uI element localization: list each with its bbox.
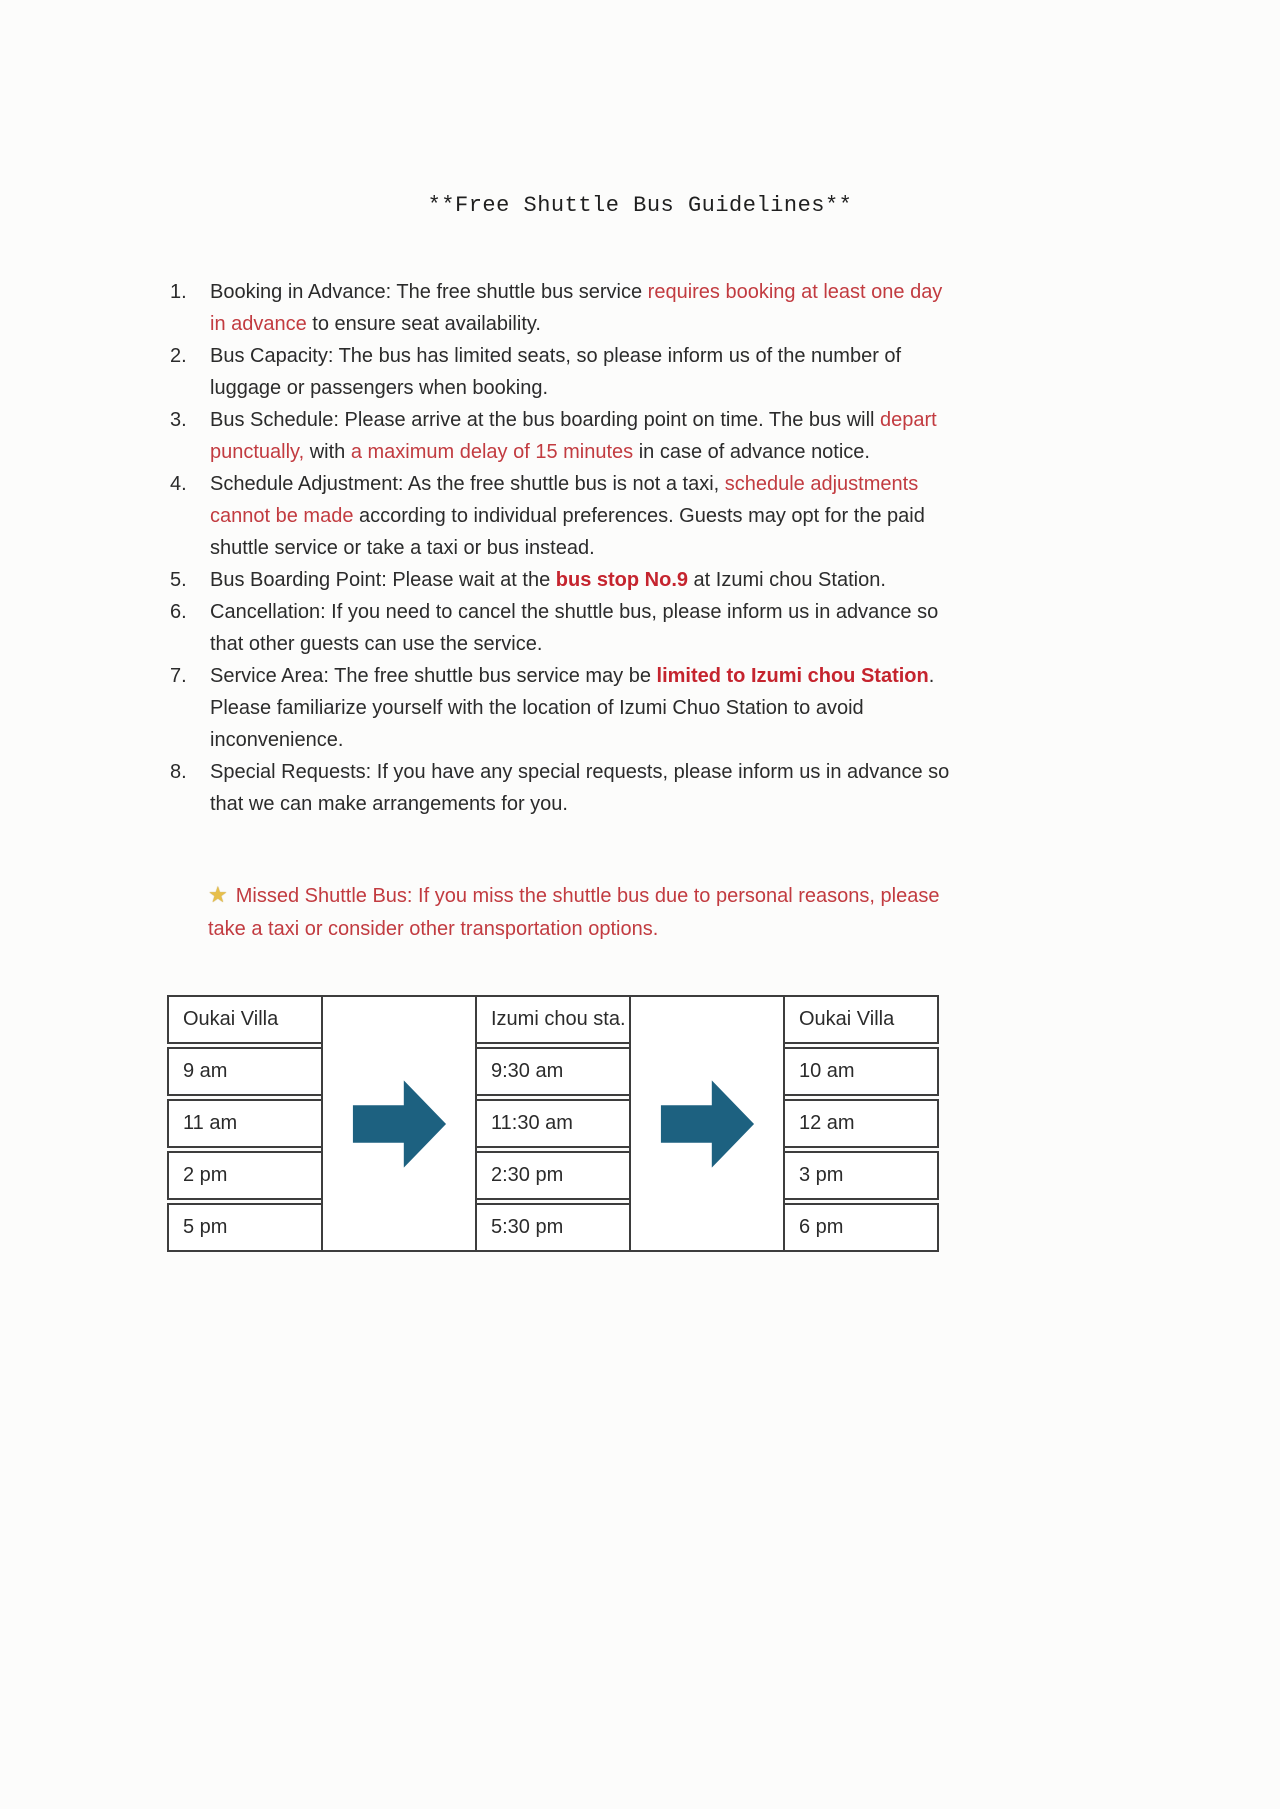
text-segment: Special Requests: If you have any special requests, please inform us in advance so that we can make arrangements for you. [210,761,950,815]
schedule-time-cell: 2:30 pm [475,1151,631,1200]
shuttle-schedule-table [167,995,939,1252]
schedule-time-cell: 11:30 am [475,1099,631,1148]
note-text: Missed Shuttle Bus: If you miss the shuttle bus due to personal reasons, please take a taxi or consider other transportation options. [208,885,940,940]
arrow-column [321,995,477,1252]
text-segment: with [304,441,351,463]
schedule-time-cell: 12 am [783,1099,939,1148]
text-segment: Schedule Adjustment: As the free shuttle bus is not a taxi, [210,473,725,495]
guideline-item [170,276,962,340]
text-segment: schedule adjustments cannot be made [210,473,919,527]
guideline-text [210,756,962,820]
right-arrow-icon [351,1066,447,1182]
guideline-item [170,340,962,404]
schedule-column-header: Oukai Villa [783,995,939,1044]
text-segment: limited to Izumi chou Station [656,665,929,687]
guideline-text [210,404,962,468]
text-segment: according to individual preferences. Guests may opt for the paid shuttle service or take a taxi or bus instead. [210,505,925,559]
schedule-time-cell: 3 pm [783,1151,939,1200]
guideline-number: 3. [170,409,187,431]
guideline-number: 8. [170,761,187,783]
schedule-time-cell: 6 pm [783,1203,939,1252]
text-segment: Bus Schedule: Please arrive at the bus boarding point on time. The bus will [210,409,881,431]
guideline-text [210,564,962,596]
missed-bus-note [208,878,964,946]
text-segment: Cancellation: If you need to cancel the shuttle bus, please inform us in advance so that other guests can use the service. [210,601,939,655]
schedule-column-header: Oukai Villa [167,995,323,1044]
right-arrow-icon [659,1066,755,1182]
schedule-time-cell: 9:30 am [475,1047,631,1096]
text-segment: Booking in Advance: The free shuttle bus service [210,281,648,303]
schedule-column [167,995,323,1252]
guideline-number: 5. [170,569,187,591]
text-segment: at Izumi chou Station. [688,569,886,591]
guideline-number: 6. [170,601,187,623]
guideline-text [210,660,962,756]
guideline-text [210,468,962,564]
guideline-number: 4. [170,473,187,495]
guideline-item [170,756,962,820]
guideline-item [170,660,962,756]
text-segment: depart punctually, [210,409,937,463]
guideline-text [210,340,962,404]
text-segment: Service Area: The free shuttle bus service may be [210,665,657,687]
schedule-column-header: Izumi chou sta. [475,995,631,1044]
guideline-text [210,276,962,340]
guideline-item [170,468,962,564]
text-segment: Bus Capacity: The bus has limited seats, so please inform us of the number of luggage or passengers when booking. [210,345,902,399]
guidelines-list [170,276,962,820]
schedule-time-cell: 5 pm [167,1203,323,1252]
text-segment: to ensure seat availability. [306,313,541,335]
guideline-number: 2. [170,345,187,367]
text-segment: Bus Boarding Point: Please wait at the [210,569,556,591]
schedule-time-cell: 9 am [167,1047,323,1096]
text-segment: bus stop No.9 [555,569,688,591]
guideline-item [170,564,962,596]
guideline-number: 1. [170,281,187,303]
text-segment: . Please familiarize yourself with the location of Izumi Chuo Station to avoid inconvenience. [210,665,935,751]
text-segment: in case of advance notice. [633,441,870,463]
schedule-column [475,995,631,1252]
star-icon: ★ [208,882,228,907]
document-title: **Free Shuttle Bus Guidelines** [427,193,853,218]
guideline-number: 7. [170,665,187,687]
schedule-time-cell: 2 pm [167,1151,323,1200]
schedule-time-cell: 5:30 pm [475,1203,631,1252]
guideline-item [170,404,962,468]
text-segment: a maximum delay of 15 minutes [350,441,634,463]
guideline-item [170,596,962,660]
text-segment: requires booking at least one day in advance [210,281,943,335]
schedule-column [783,995,939,1252]
schedule-time-cell: 11 am [167,1099,323,1148]
schedule-time-cell: 10 am [783,1047,939,1096]
guideline-text [210,596,962,660]
arrow-column [629,995,785,1252]
